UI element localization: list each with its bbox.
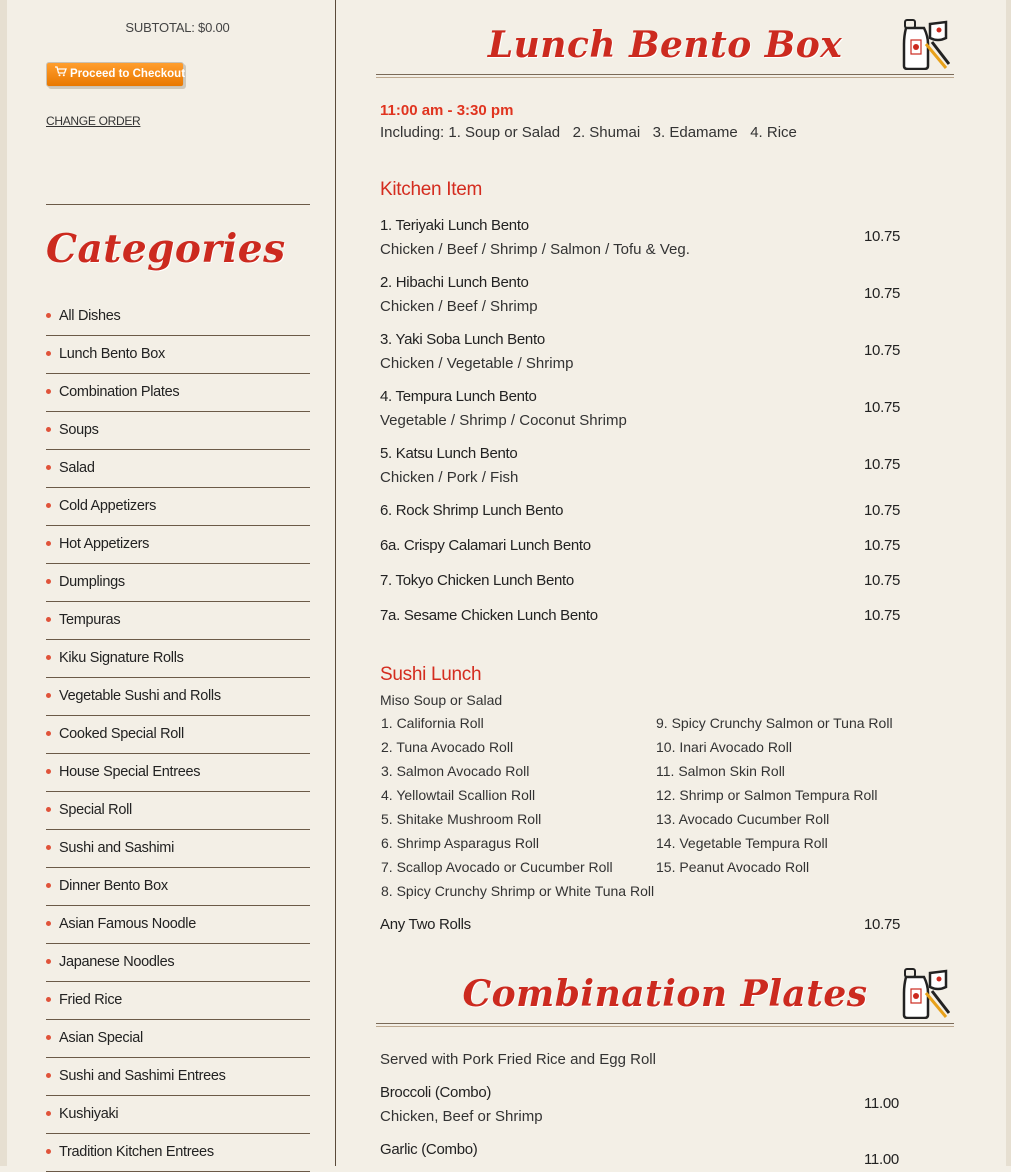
category-item[interactable] [46, 564, 310, 602]
bullet-icon [46, 1073, 51, 1078]
category-item[interactable] [46, 526, 310, 564]
roll-option: 3. Salmon Avocado Roll [381, 763, 530, 779]
bullet-icon [46, 541, 51, 546]
item-description: Chicken, Beef or Shrimp [380, 1108, 543, 1125]
sidebar [0, 0, 336, 1166]
right-page-edge [1006, 0, 1011, 1166]
category-item[interactable] [46, 298, 310, 336]
lunch-includes: Including: 1. Soup or Salad 2. Shumai 3. Edamame 4. Rice [380, 124, 797, 141]
category-item[interactable] [46, 1020, 310, 1058]
bullet-icon [46, 389, 51, 394]
combination-note: Served with Pork Fried Rice and Egg Roll [380, 1051, 656, 1068]
item-price: 10.75 [864, 916, 901, 933]
category-label: Sushi and Sashimi Entrees [59, 1068, 226, 1084]
category-item[interactable] [46, 716, 310, 754]
category-label: Cold Appetizers [59, 498, 157, 514]
sake-bottle-icon [902, 18, 950, 70]
category-label: Asian Special [59, 1030, 143, 1046]
item-price: 10.75 [864, 399, 901, 416]
bullet-icon [46, 845, 51, 850]
bullet-icon [46, 921, 51, 926]
category-label: Fried Rice [59, 992, 123, 1008]
category-item[interactable] [46, 754, 310, 792]
roll-option: 12. Shrimp or Salmon Tempura Roll [656, 787, 878, 803]
item-name: 3. Yaki Soba Lunch Bento [380, 331, 545, 348]
bullet-icon [46, 997, 51, 1002]
category-label: Kushiyaki [59, 1106, 119, 1122]
change-order-link[interactable]: CHANGE ORDER [46, 114, 141, 128]
category-label: Asian Famous Noodle [59, 916, 196, 932]
item-price: 10.75 [864, 572, 901, 589]
proceed-to-checkout-button[interactable] [46, 62, 184, 87]
item-name: Broccoli (Combo) [380, 1084, 492, 1101]
category-item[interactable] [46, 640, 310, 678]
category-label: Dumplings [59, 574, 125, 590]
item-description: Chicken / Vegetable / Shrimp [380, 355, 574, 372]
category-item[interactable] [46, 412, 310, 450]
kitchen-item-heading: Kitchen Item [380, 179, 483, 200]
item-name: 1. Teriyaki Lunch Bento [380, 217, 529, 234]
bullet-icon [46, 883, 51, 888]
combination-plates-header [376, 967, 954, 1024]
category-label: Japanese Noodles [59, 954, 175, 970]
category-label: Sushi and Sashimi [59, 840, 174, 856]
item-name: 2. Hibachi Lunch Bento [380, 274, 529, 291]
roll-option: 8. Spicy Crunchy Shrimp or White Tuna Roll [381, 883, 655, 899]
roll-option: 13. Avocado Cucumber Roll [656, 811, 830, 827]
item-name: 6. Rock Shrimp Lunch Bento [380, 502, 564, 519]
category-label: Vegetable Sushi and Rolls [59, 688, 221, 704]
sushi-lunch-note: Miso Soup or Salad [380, 692, 503, 708]
lunch-bento-header [376, 18, 954, 75]
item-price: 10.75 [864, 285, 901, 302]
category-label: All Dishes [59, 308, 121, 324]
roll-option: 14. Vegetable Tempura Roll [656, 835, 828, 851]
roll-option: 11. Salmon Skin Roll [656, 763, 785, 779]
item-name: 7. Tokyo Chicken Lunch Bento [380, 572, 574, 589]
item-description: Chicken / Pork / Fish [380, 469, 519, 486]
category-item[interactable] [46, 1134, 310, 1172]
bullet-icon [46, 579, 51, 584]
item-price: 10.75 [864, 607, 901, 624]
category-item[interactable] [46, 982, 310, 1020]
category-item[interactable] [46, 374, 310, 412]
bullet-icon [46, 465, 51, 470]
category-item[interactable] [46, 336, 310, 374]
item-price: 10.75 [864, 228, 901, 245]
item-description: Vegetable / Shrimp / Coconut Shrimp [380, 412, 627, 429]
bullet-icon [46, 313, 51, 318]
sidebar-divider [46, 204, 310, 205]
roll-option: 5. Shitake Mushroom Roll [381, 811, 542, 827]
roll-option: 6. Shrimp Asparagus Roll [381, 835, 539, 851]
bullet-icon [46, 959, 51, 964]
roll-option: 4. Yellowtail Scallion Roll [381, 787, 536, 803]
category-item[interactable] [46, 1058, 310, 1096]
item-price: 10.75 [864, 456, 901, 473]
roll-option: 9. Spicy Crunchy Salmon or Tuna Roll [656, 715, 893, 731]
checkout-label: Proceed to Checkout [70, 68, 186, 80]
bullet-icon [46, 351, 51, 356]
item-description: Chicken / Beef / Shrimp [380, 298, 538, 315]
category-label: Hot Appetizers [59, 536, 150, 552]
roll-option: 2. Tuna Avocado Roll [381, 739, 514, 755]
bullet-icon [46, 503, 51, 508]
category-item[interactable] [46, 488, 310, 526]
lunch-hours: 11:00 am - 3:30 pm [380, 102, 514, 119]
item-description: Chicken / Beef / Shrimp / Salmon / Tofu & Veg. [380, 241, 690, 258]
category-label: Cooked Special Roll [59, 726, 184, 742]
item-price: 11.00 [864, 1151, 899, 1168]
roll-option: 10. Inari Avocado Roll [656, 739, 792, 755]
bullet-icon [46, 617, 51, 622]
bullet-icon [46, 427, 51, 432]
item-name: 5. Katsu Lunch Bento [380, 445, 518, 462]
bullet-icon [46, 693, 51, 698]
bullet-icon [46, 1035, 51, 1040]
menu-content [336, 0, 1006, 1166]
category-list [46, 298, 310, 1172]
category-item[interactable] [46, 450, 310, 488]
item-price: 10.75 [864, 342, 901, 359]
category-label: Salad [59, 460, 95, 476]
category-label: Special Roll [59, 802, 132, 818]
category-item[interactable] [46, 868, 310, 906]
roll-option: 7. Scallop Avocado or Cucumber Roll [381, 859, 613, 875]
sushi-lunch-heading: Sushi Lunch [380, 664, 482, 685]
item-name: Any Two Rolls [380, 916, 471, 933]
category-label: House Special Entrees [59, 764, 201, 780]
bullet-icon [46, 731, 51, 736]
category-label: Lunch Bento Box [59, 346, 165, 362]
category-label: Dinner Bento Box [59, 878, 168, 894]
category-label: Tempuras [59, 612, 121, 628]
cart-subtotal: SUBTOTAL: $0.00 [125, 20, 230, 35]
category-item[interactable] [46, 830, 310, 868]
bullet-icon [46, 807, 51, 812]
roll-option: 15. Peanut Avocado Roll [656, 859, 810, 875]
categories-title: Categories [46, 226, 286, 272]
category-label: Kiku Signature Rolls [59, 650, 184, 666]
category-label: Soups [59, 422, 99, 438]
item-price: 11.00 [864, 1095, 899, 1112]
item-name: 6a. Crispy Calamari Lunch Bento [380, 537, 591, 554]
category-item[interactable] [46, 1096, 310, 1134]
bullet-icon [46, 769, 51, 774]
section-title: Combination Plates [462, 973, 868, 1015]
item-name: 4. Tempura Lunch Bento [380, 388, 537, 405]
roll-option: 1. California Roll [381, 715, 484, 731]
category-label: Tradition Kitchen Entrees [59, 1144, 214, 1160]
item-price: 10.75 [864, 502, 901, 519]
item-name: Garlic (Combo) [380, 1141, 478, 1158]
category-item[interactable] [46, 906, 310, 944]
category-item[interactable] [46, 602, 310, 640]
bullet-icon [46, 1111, 51, 1116]
bullet-icon [46, 1149, 51, 1154]
item-price: 10.75 [864, 537, 901, 554]
category-item[interactable] [46, 678, 310, 716]
category-item[interactable] [46, 792, 310, 830]
sake-bottle-icon [902, 967, 950, 1019]
section-title: Lunch Bento Box [487, 24, 843, 66]
bullet-icon [46, 655, 51, 660]
category-item[interactable] [46, 944, 310, 982]
cart-icon [55, 63, 67, 86]
item-name: 7a. Sesame Chicken Lunch Bento [380, 607, 598, 624]
category-label: Combination Plates [59, 384, 180, 400]
